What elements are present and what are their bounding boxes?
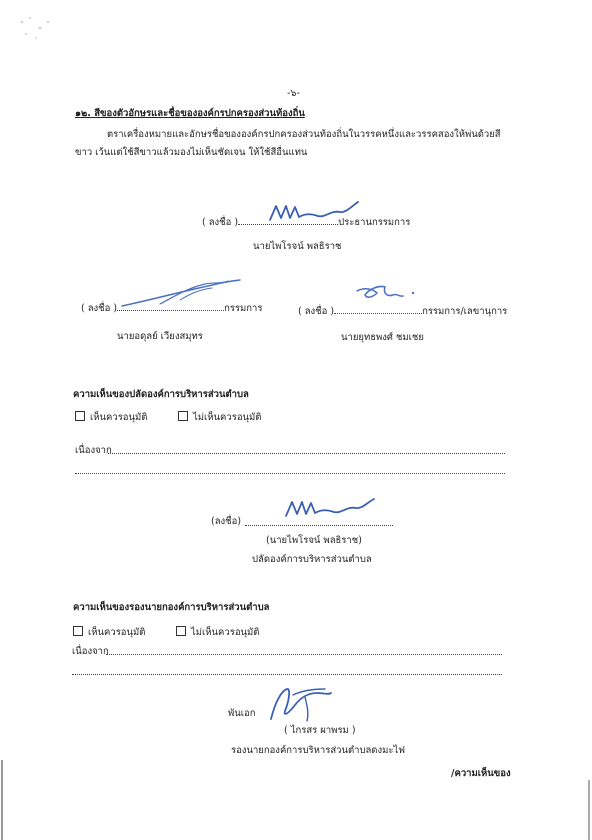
clerk-signature	[284, 496, 379, 522]
clerk-approve-label: เห็นควรอนุมัติ	[90, 412, 148, 423]
deputy-position: รองนายกองค์การบริหารส่วนตำบลดงมะไฟ	[231, 745, 405, 756]
deputy-reject-checkbox[interactable]	[176, 626, 186, 636]
deputy-rank: พันเอก	[228, 708, 256, 719]
clerk-approve-option[interactable]	[75, 410, 147, 425]
clerk-reason-label: เนื่องจาก	[75, 445, 112, 456]
page-number: -๖-	[287, 88, 300, 99]
clerk-approve-checkbox[interactable]	[75, 411, 85, 421]
clerk-reject-checkbox[interactable]	[178, 411, 188, 421]
clerk-position: ปลัดองค์การบริหารส่วนตำบล	[252, 554, 372, 565]
clerk-reason-line-2[interactable]	[75, 473, 505, 474]
deputy-approve-option[interactable]	[73, 625, 145, 640]
deputy-reason-label: เนื่องจาก	[72, 646, 109, 657]
section-12-heading: ๑๒. สีของตัวอักษรและชื่อขององค์กรปกครองส่วนท้องถิ่น	[75, 108, 305, 119]
clerk-reject-option[interactable]	[178, 410, 261, 425]
secretary-signature	[355, 281, 435, 305]
clerk-sign-prefix: (ลงชื่อ)	[211, 516, 242, 527]
chair-sign-prefix: ( ลงชื่อ )	[202, 217, 239, 228]
deputy-reject-label: ไม่เห็นควรอนุมัติ	[191, 627, 260, 638]
deputy-name: ( ไกรสร ผาพรม )	[284, 725, 356, 736]
deputy-reject-option[interactable]	[176, 625, 259, 640]
continue-marker: /ความเห็นของ	[451, 768, 511, 779]
secretary-sign-dots	[334, 304, 422, 314]
member-name: นายอดุลย์ เวียงสมุทร	[117, 331, 203, 342]
clerk-reason-line-1[interactable]	[108, 453, 505, 454]
deputy-signature	[265, 683, 335, 727]
section-12-paragraph-line2: ขาว เว้นแต่ใช้สีขาวแล้วมองไม่เห็นชัดเจน ให้ใช้สีอื่นแทน	[75, 147, 308, 158]
section-12-paragraph-line1: ตราเครื่องหมายและอักษรชื่อขององค์กรปกครองส่วนท้องถิ่นในวรรคหนึ่งและวรรคสองให้พ่นด้วยสี	[107, 129, 501, 140]
clerk-reject-label: ไม่เห็นควรอนุมัติ	[193, 412, 262, 423]
clerk-name: (นายไพโรจน์ พลธิราช)	[266, 535, 362, 546]
secretary-sign-prefix: ( ลงชื่อ )	[298, 306, 335, 317]
clerk-opinion-heading: ความเห็นของปลัดองค์การบริหารส่วนตำบล	[73, 389, 249, 400]
secretary-name: นายยุทธพงศ์ ชมเชย	[341, 332, 424, 343]
member-sign-prefix: ( ลงชื่อ )	[81, 303, 118, 314]
chair-role: ประธานกรรมการ	[338, 217, 411, 228]
clerk-sign-dots	[245, 525, 393, 526]
deputy-approve-label: เห็นควรอนุมัติ	[88, 627, 146, 638]
member-role: กรรมการ	[224, 303, 263, 314]
secretary-role: กรรมการ/เลขานุการ	[422, 306, 508, 317]
deputy-opinion-heading: ความเห็นของรองนายกองค์การบริหารส่วนตำบล	[73, 602, 270, 613]
deputy-approve-checkbox[interactable]	[73, 626, 83, 636]
chair-signature	[268, 198, 363, 228]
deputy-reason-line-1[interactable]	[106, 654, 502, 655]
member-signature	[120, 278, 245, 310]
secretary-sign-line	[298, 304, 507, 319]
chair-name: นายไพโรจน์ พลธิราช	[253, 241, 342, 252]
deputy-reason-line-2[interactable]	[72, 674, 502, 675]
